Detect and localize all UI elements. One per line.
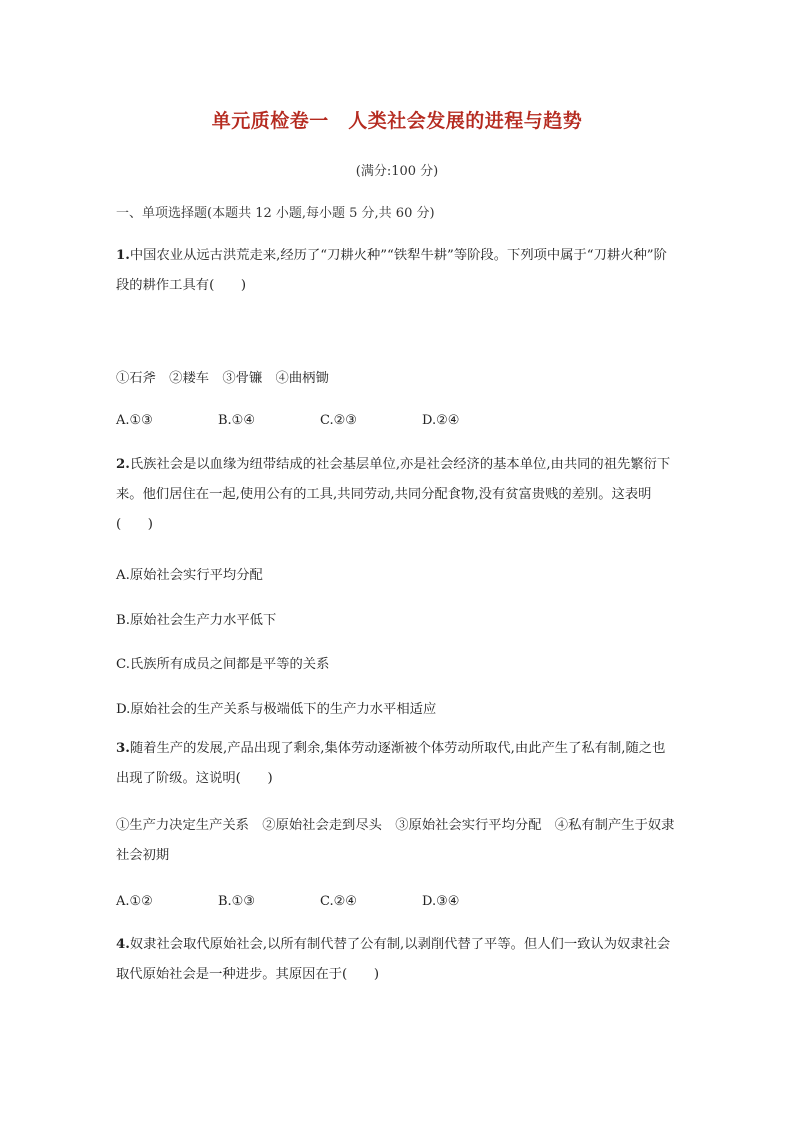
question-3-items: ①生产力决定生产关系 ②原始社会走到尽头 ③原始社会实行平均分配 ④私有制产生于奴隶社会初期 [116, 818, 675, 863]
question-3-stem [116, 734, 678, 794]
question-text: 随着生产的发展,产品出现了剩余,集体劳动逐渐被个体劳动所取代,由此产生了私有制,随之也出现了阶级。这说明( ) [116, 741, 666, 786]
question-1-options [116, 413, 678, 428]
question-text: 中国农业从远古洪荒走来,经历了“刀耕火种”“铁犁牛耕”等阶段。下列项中属于“刀耕火种”阶段的耕作工具有( ) [116, 248, 667, 293]
option-d[interactable]: D.③④ [422, 894, 460, 909]
question-2-option-a[interactable]: A.原始社会实行平均分配 [116, 568, 263, 583]
question-number: 4. [116, 937, 130, 952]
question-1-stem [116, 241, 678, 301]
option-a[interactable]: A.①③ [116, 413, 153, 428]
question-text: 奴隶社会取代原始社会,以所有制代替了公有制,以剥削代替了平等。但人们一致认为奴隶社会取代原始社会是一种进步。其原因在于( ) [116, 937, 671, 982]
question-number: 1. [116, 248, 130, 263]
section-heading: 一、单项选择题(本题共 12 小题,每小题 5 分,共 60 分) [116, 206, 435, 221]
full-score-note: (满分:100 分) [355, 164, 439, 179]
question-2-option-c[interactable]: C.氏族所有成员之间都是平等的关系 [116, 657, 330, 672]
question-number: 2. [116, 457, 130, 472]
question-2-stem [116, 450, 678, 540]
option-b[interactable]: B.①③ [218, 894, 255, 909]
question-2-option-b[interactable]: B.原始社会生产力水平低下 [116, 613, 277, 628]
question-4-stem [116, 930, 678, 990]
option-c[interactable]: C.②③ [320, 413, 357, 428]
question-number: 3. [116, 741, 130, 756]
option-b[interactable]: B.①④ [218, 413, 255, 428]
exam-title: 单元质检卷一 人类社会发展的进程与趋势 [211, 110, 583, 132]
question-2-option-d[interactable]: D.原始社会的生产关系与极端低下的生产力水平相适应 [116, 702, 437, 717]
option-c[interactable]: C.②④ [320, 894, 357, 909]
option-a[interactable]: A.①② [116, 894, 153, 909]
question-3-options [116, 894, 678, 909]
question-text: 氏族社会是以血缘为纽带结成的社会基层单位,亦是社会经济的基本单位,由共同的祖先繁衍下来。他们居住在一起,使用公有的工具,共同劳动,共同分配食物,没有贫富贵贱的差别。这表明( ) [116, 457, 671, 532]
question-1-items: ①石斧 ②耧车 ③骨镰 ④曲柄锄 [116, 371, 329, 386]
option-d[interactable]: D.②④ [422, 413, 460, 428]
